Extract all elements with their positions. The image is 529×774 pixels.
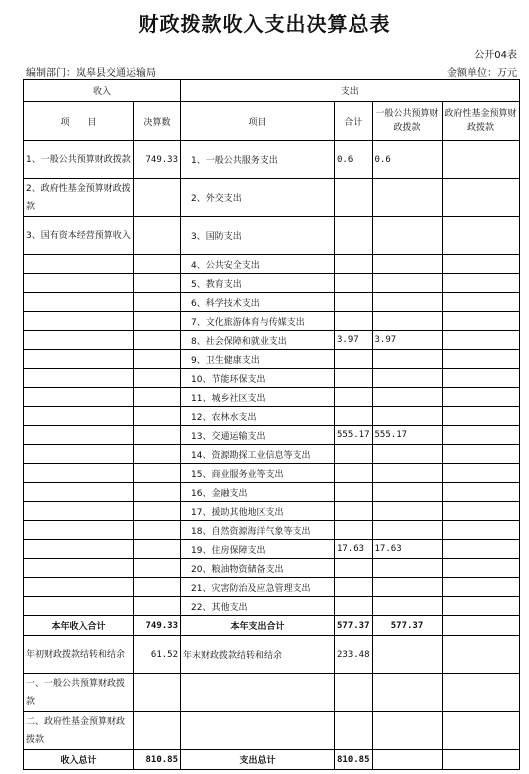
- col-general-budget: 一般公共预算财政拨款: [372, 102, 442, 141]
- expense-fund: [442, 559, 519, 578]
- table-row: [24, 274, 520, 293]
- expense-total: 555.17: [335, 426, 373, 445]
- expense-header: 支出: [181, 80, 520, 102]
- expense-total: [335, 274, 373, 293]
- expense-item: 20、粮油物资储备支出: [181, 559, 335, 578]
- expense-fund: [442, 483, 519, 502]
- expense-total: [335, 388, 373, 407]
- income-item: [24, 540, 134, 559]
- expense-general: [372, 559, 442, 578]
- table-row: [24, 350, 520, 369]
- expense-item: 7、文化旅游体育与传媒支出: [181, 312, 335, 331]
- expense-general: [372, 445, 442, 464]
- expense-item: 14、资源勘探工业信息等支出: [181, 445, 335, 464]
- expense-total: [335, 293, 373, 312]
- col-total: 合计: [335, 102, 373, 141]
- income-item: [24, 445, 134, 464]
- expense-general: [372, 578, 442, 597]
- expense-total: [335, 597, 373, 616]
- income-value: [134, 255, 181, 274]
- expense-total: 17.63: [335, 540, 373, 559]
- col-item: 项 目: [24, 102, 134, 141]
- carry-begin-value: 61.52: [134, 636, 181, 674]
- income-value: [134, 331, 181, 350]
- income-item: [24, 502, 134, 521]
- expense-total: [335, 312, 373, 331]
- expense-item: 12、农林水支出: [181, 407, 335, 426]
- income-item: [24, 369, 134, 388]
- income-item: [24, 521, 134, 540]
- income-value: [134, 388, 181, 407]
- grand-expense-value: 810.85: [335, 750, 373, 770]
- expense-fund: [442, 369, 519, 388]
- expense-fund: [442, 445, 519, 464]
- income-value: 749.33: [134, 141, 181, 179]
- expense-general: [372, 388, 442, 407]
- table-code: 公开04表: [474, 50, 517, 61]
- income-value: [134, 407, 181, 426]
- income-item: [24, 293, 134, 312]
- expense-item: 10、节能环保支出: [181, 369, 335, 388]
- expense-total: 0.6: [335, 141, 373, 179]
- carry-end-fund: [442, 636, 519, 674]
- expense-item: 17、援助其他地区支出: [181, 502, 335, 521]
- finance-table: [23, 79, 520, 770]
- carry-sub1-value: [134, 674, 181, 712]
- table-header-row: [24, 80, 520, 102]
- expense-general: [372, 293, 442, 312]
- year-expense-total: 577.37: [335, 616, 373, 636]
- carry-sub2-value: [134, 712, 181, 750]
- income-item: [24, 274, 134, 293]
- table-row: [24, 293, 520, 312]
- expense-total: [335, 502, 373, 521]
- expense-fund: [442, 540, 519, 559]
- expense-item: 3、国防支出: [181, 217, 335, 255]
- table-row: [24, 597, 520, 616]
- expense-general: [372, 464, 442, 483]
- table-row: [24, 141, 520, 179]
- carry-row: [24, 636, 520, 674]
- table-row: [24, 407, 520, 426]
- expense-total: [335, 483, 373, 502]
- expense-general: [372, 369, 442, 388]
- table-row: [24, 179, 520, 217]
- expense-item: 2、外交支出: [181, 179, 335, 217]
- income-value: [134, 521, 181, 540]
- table-row: [24, 312, 520, 331]
- expense-general: [372, 407, 442, 426]
- expense-fund: [442, 274, 519, 293]
- expense-total: [335, 217, 373, 255]
- expense-item: 16、金融支出: [181, 483, 335, 502]
- table-row: [24, 388, 520, 407]
- income-value: [134, 426, 181, 445]
- expense-fund: [442, 426, 519, 445]
- department-label: 编制部门：岚皋县交通运输局: [26, 68, 156, 79]
- income-item: [24, 464, 134, 483]
- expense-total: [335, 445, 373, 464]
- carry-sub1-general: [372, 674, 442, 712]
- carry-end-general: [372, 636, 442, 674]
- income-value: [134, 597, 181, 616]
- expense-fund: [442, 255, 519, 274]
- grand-expense-general: [372, 750, 442, 770]
- expense-general: 0.6: [372, 141, 442, 179]
- income-value: [134, 369, 181, 388]
- year-income-label: 本年收入合计: [24, 616, 134, 636]
- carry-sub1-label: 一、一般公共预算财政拨款: [24, 674, 134, 712]
- income-item: [24, 312, 134, 331]
- expense-general: [372, 597, 442, 616]
- expense-general: 555.17: [372, 426, 442, 445]
- expense-general: [372, 179, 442, 217]
- expense-item: 19、住房保障支出: [181, 540, 335, 559]
- column-header-row: [24, 102, 520, 141]
- income-value: [134, 274, 181, 293]
- col-gov-fund: 政府性基金预算财政拨款: [442, 102, 519, 141]
- expense-fund: [442, 293, 519, 312]
- expense-fund: [442, 312, 519, 331]
- expense-fund: [442, 179, 519, 217]
- income-item: 1、一般公共预算财政拨款: [24, 141, 134, 179]
- grand-income-value: 810.85: [134, 750, 181, 770]
- carry-sub2-general: [372, 712, 442, 750]
- expense-fund: [442, 578, 519, 597]
- income-item: 3、国有资本经营预算收入: [24, 217, 134, 255]
- expense-total: [335, 464, 373, 483]
- carry-sub2-row: [24, 712, 520, 750]
- expense-item: 13、交通运输支出: [181, 426, 335, 445]
- expense-item: 9、卫生健康支出: [181, 350, 335, 369]
- income-value: [134, 559, 181, 578]
- income-item: [24, 559, 134, 578]
- expense-general: [372, 274, 442, 293]
- year-expense-fund: [442, 616, 519, 636]
- expense-fund: [442, 331, 519, 350]
- income-item: [24, 578, 134, 597]
- income-value: [134, 578, 181, 597]
- expense-total: [335, 559, 373, 578]
- expense-fund: [442, 407, 519, 426]
- income-item: [24, 388, 134, 407]
- col-expense-item: 项目: [181, 102, 335, 141]
- carry-end-value: 233.48: [335, 636, 373, 674]
- expense-fund: [442, 502, 519, 521]
- expense-item: 22、其他支出: [181, 597, 335, 616]
- expense-total: 3.97: [335, 331, 373, 350]
- table-row: [24, 369, 520, 388]
- income-item: 2、政府性基金预算财政拨款: [24, 179, 134, 217]
- expense-item: 11、城乡社区支出: [181, 388, 335, 407]
- carry-sub2-total: [335, 712, 373, 750]
- table-row: [24, 426, 520, 445]
- income-value: [134, 540, 181, 559]
- table-row: [24, 445, 520, 464]
- unit-label: 金额单位：万元: [447, 68, 517, 79]
- table-row: [24, 540, 520, 559]
- table-row: [24, 217, 520, 255]
- carry-sub1-row: [24, 674, 520, 712]
- table-row: [24, 464, 520, 483]
- income-value: [134, 502, 181, 521]
- carry-sub2-item: [181, 712, 335, 750]
- income-item: [24, 597, 134, 616]
- expense-general: [372, 217, 442, 255]
- expense-item: 6、科学技术支出: [181, 293, 335, 312]
- table-row: [24, 559, 520, 578]
- year-income-value: 749.33: [134, 616, 181, 636]
- grand-expense-label: 支出总计: [181, 750, 335, 770]
- expense-fund: [442, 141, 519, 179]
- income-value: [134, 483, 181, 502]
- expense-fund: [442, 388, 519, 407]
- table-row: [24, 502, 520, 521]
- income-value: [134, 350, 181, 369]
- expense-item: 5、教育支出: [181, 274, 335, 293]
- expense-general: 17.63: [372, 540, 442, 559]
- carry-end-label: 年末财政拨款结转和结余: [181, 636, 335, 674]
- expense-item: 21、灾害防治及应急管理支出: [181, 578, 335, 597]
- income-item: [24, 483, 134, 502]
- grand-total-row: [24, 750, 520, 770]
- carry-sub1-item: [181, 674, 335, 712]
- income-item: [24, 350, 134, 369]
- expense-item: 1、一般公共服务支出: [181, 141, 335, 179]
- expense-general: [372, 521, 442, 540]
- expense-general: [372, 350, 442, 369]
- income-item: [24, 331, 134, 350]
- table-row: [24, 331, 520, 350]
- expense-fund: [442, 597, 519, 616]
- grand-income-label: 收入总计: [24, 750, 134, 770]
- table-row: [24, 521, 520, 540]
- year-total-row: [24, 616, 520, 636]
- expense-item: 4、公共安全支出: [181, 255, 335, 274]
- expense-general: [372, 483, 442, 502]
- col-final-amount: 决算数: [134, 102, 181, 141]
- table-row: [24, 255, 520, 274]
- carry-sub1-fund: [442, 674, 519, 712]
- income-value: [134, 464, 181, 483]
- expense-total: [335, 369, 373, 388]
- expense-total: [335, 179, 373, 217]
- carry-sub1-total: [335, 674, 373, 712]
- expense-total: [335, 521, 373, 540]
- income-header: 收入: [24, 80, 181, 102]
- income-item: [24, 407, 134, 426]
- expense-total: [335, 578, 373, 597]
- expense-general: [372, 502, 442, 521]
- table-row: [24, 578, 520, 597]
- income-value: [134, 217, 181, 255]
- expense-item: 15、商业服务业等支出: [181, 464, 335, 483]
- expense-total: [335, 350, 373, 369]
- carry-sub2-label: 二、政府性基金预算财政拨款: [24, 712, 134, 750]
- expense-general: [372, 255, 442, 274]
- income-value: [134, 445, 181, 464]
- expense-fund: [442, 350, 519, 369]
- expense-fund: [442, 217, 519, 255]
- expense-general: [372, 312, 442, 331]
- carry-sub2-fund: [442, 712, 519, 750]
- page-title: 财政拨款收入支出决算总表: [138, 12, 391, 36]
- grand-expense-fund: [442, 750, 519, 770]
- year-expense-label: 本年支出合计: [181, 616, 335, 636]
- income-value: [134, 293, 181, 312]
- expense-fund: [442, 464, 519, 483]
- income-item: [24, 426, 134, 445]
- expense-general: 3.97: [372, 331, 442, 350]
- expense-item: 8、社会保障和就业支出: [181, 331, 335, 350]
- year-expense-general: 577.37: [372, 616, 442, 636]
- expense-total: [335, 407, 373, 426]
- expense-item: 18、自然资源海洋气象等支出: [181, 521, 335, 540]
- income-value: [134, 179, 181, 217]
- income-value: [134, 312, 181, 331]
- expense-total: [335, 255, 373, 274]
- carry-begin-label: 年初财政拨款结转和结余: [24, 636, 134, 674]
- table-row: [24, 483, 520, 502]
- expense-fund: [442, 521, 519, 540]
- income-item: [24, 255, 134, 274]
